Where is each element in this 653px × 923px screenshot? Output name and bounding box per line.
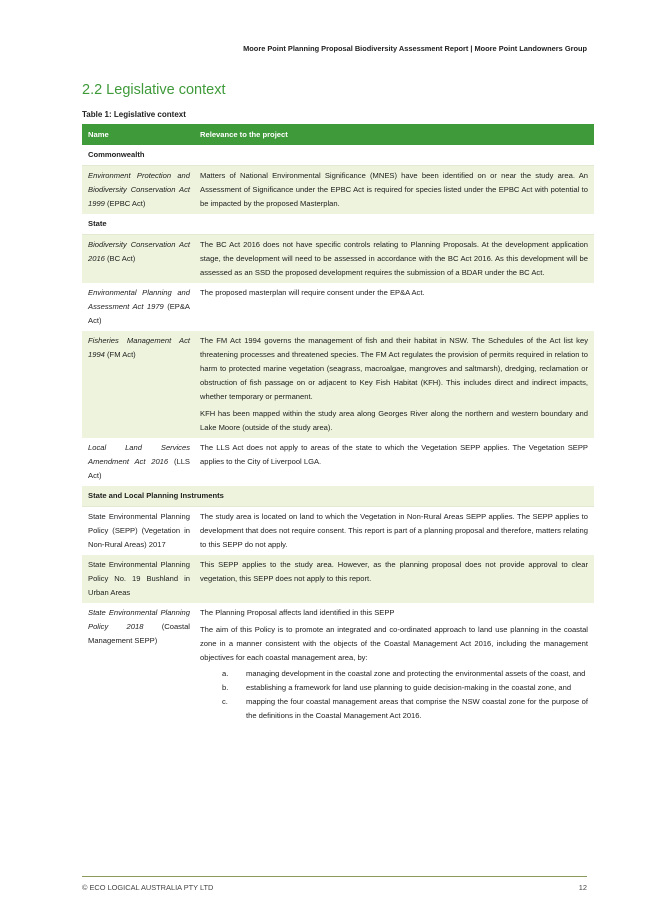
footer-copyright: © ECO LOGICAL AUSTRALIA PTY LTD (82, 883, 214, 892)
cell-relevance (194, 507, 594, 555)
list-item-text: managing development in the coastal zone and protecting the environmental assets of the coast, and (246, 669, 586, 678)
table-row-sepp-vegetation (82, 507, 594, 555)
act-title: Local Land Services Amendment Act 2016 (88, 443, 190, 466)
list-item (200, 667, 588, 681)
relevance-text: This SEPP applies to the study area. However, as the planning proposal does not provide approval to clear vegetation, this SEPP does not apply to this report. (200, 560, 588, 583)
list-item-text: mapping the four coastal management areas that comprise the NSW coastal zone for the purpose of the definitions in the Coastal Management Act 2016. (246, 697, 588, 720)
cell-relevance (194, 166, 594, 214)
cell-relevance (194, 603, 594, 726)
section-row-commonwealth: Commonwealth (82, 145, 594, 166)
column-header-name: Name (88, 129, 109, 139)
list-marker: c. (222, 697, 228, 706)
act-title: Biodiversity Conservation Act 2016 (88, 240, 190, 263)
list-marker: a. (222, 669, 229, 678)
section-row-state: State (82, 214, 594, 235)
table-row-sepp-coastal (82, 603, 594, 726)
relevance-text: The study area is located on land to which the Vegetation in Non-Rural Areas SEPP applies. The SEPP applies to development that does not require consent. This report is part of a planning proposal and therefore, matters relating to this SEPP do not apply. (200, 512, 588, 549)
table-header-row (82, 124, 594, 145)
section-row-planning: State and Local Planning Instruments (82, 486, 594, 507)
relevance-text: The FM Act 1994 governs the management of fish and their habitat in NSW. The Schedules of the Act list key threatening processes and threatened species. The FM Act regulates the provision of permits required in relation to harm to protected marine vegetation (seagrass, macroalgae, mangroves and saltmarsh), dredging, reclamation or obstruction of fish passage on or adjacent to Key Fish Habitat (KFH). This includes direct and indirect impacts, whether temporary or permanent. (200, 336, 588, 401)
act-abbrev: (LLS Act) (88, 457, 190, 480)
cell-name: State Environmental Planning Policy No. 19 Bushland in Urban Areas (88, 560, 190, 597)
page-header: Moore Point Planning Proposal Biodiversity Assessment Report | Moore Point Landowners Group (243, 44, 587, 53)
relevance-text: The BC Act 2016 does not have specific controls relating to Planning Proposals. At the development application stage, the development will need to be assessed in accordance with the BC Act 2016. As this development will be assessed as an SSD the proposed development requires the submission of a BDAR under the BC Act. (200, 240, 588, 277)
act-title: Environmental Planning and Assessment Act 1979 (88, 288, 190, 311)
act-abbrev: (EPBC Act) (107, 199, 146, 208)
footer-divider (82, 876, 587, 877)
table-row-bc (82, 235, 594, 283)
act-abbrev: (EP&A Act) (88, 302, 190, 325)
objectives-list (200, 667, 588, 723)
table-row-fm (82, 331, 594, 438)
cell-relevance (194, 555, 594, 603)
cell-name (82, 283, 194, 331)
cell-name (82, 603, 194, 726)
cell-relevance (194, 283, 594, 331)
column-header-relevance: Relevance to the project (200, 129, 288, 139)
cell-relevance (194, 438, 594, 486)
cell-relevance (194, 235, 594, 283)
relevance-text: The LLS Act does not apply to areas of the state to which the Vegetation SEPP applies. The Vegetation SEPP applies to the City of Liverpool LGA. (200, 443, 588, 466)
relevance-text: The Planning Proposal affects land identified in this SEPP (200, 608, 395, 617)
list-item (200, 695, 588, 723)
legislative-context-table (82, 124, 594, 726)
table-row-epa (82, 283, 594, 331)
list-item (200, 681, 588, 695)
act-abbrev: (Coastal Management SEPP) (88, 622, 190, 645)
table-row-sepp-19 (82, 555, 594, 603)
relevance-text: Matters of National Environmental Significance (MNES) have been identified on or near the study area. An Assessment of Significance under the EPBC Act is required for species listed under the EPBC Act with potential to be impacted by the proposed Masterplan. (200, 171, 588, 208)
list-marker: b. (222, 683, 229, 692)
act-title: State Environmental Planning Policy 2018 (88, 608, 190, 631)
list-item-text: establishing a framework for land use planning to guide decision-making in the coastal zone, and (246, 683, 572, 692)
cell-name (82, 235, 194, 283)
act-title: Fisheries Management Act 1994 (88, 336, 190, 359)
page-number: 12 (578, 883, 587, 892)
table-row-lls (82, 438, 594, 486)
relevance-text: The aim of this Policy is to promote an integrated and co-ordinated approach to land use planning in the coastal zone in a manner consistent with the objects of the Coastal Management Act 2016, including the management objectives for each coastal management area, by: (200, 625, 588, 662)
cell-name: State Environmental Planning Policy (SEPP) (Vegetation in Non-Rural Areas) 2017 (88, 512, 190, 549)
relevance-text: The proposed masterplan will require consent under the EP&A Act. (200, 288, 425, 297)
act-title: Environment Protection and Biodiversity Conservation Act 1999 (88, 171, 190, 208)
act-abbrev: (FM Act) (107, 350, 136, 359)
cell-name (82, 438, 194, 486)
table-caption: Table 1: Legislative context (82, 110, 186, 119)
table-row-epbc (82, 166, 594, 214)
relevance-text: KFH has been mapped within the study area along Georges River along the northern and western boundary and Lake Moore (outside of the study area). (200, 409, 588, 432)
section-title: 2.2 Legislative context (82, 82, 226, 98)
cell-name (82, 166, 194, 214)
act-abbrev: (BC Act) (107, 254, 136, 263)
cell-relevance (194, 331, 594, 438)
cell-name (82, 331, 194, 438)
